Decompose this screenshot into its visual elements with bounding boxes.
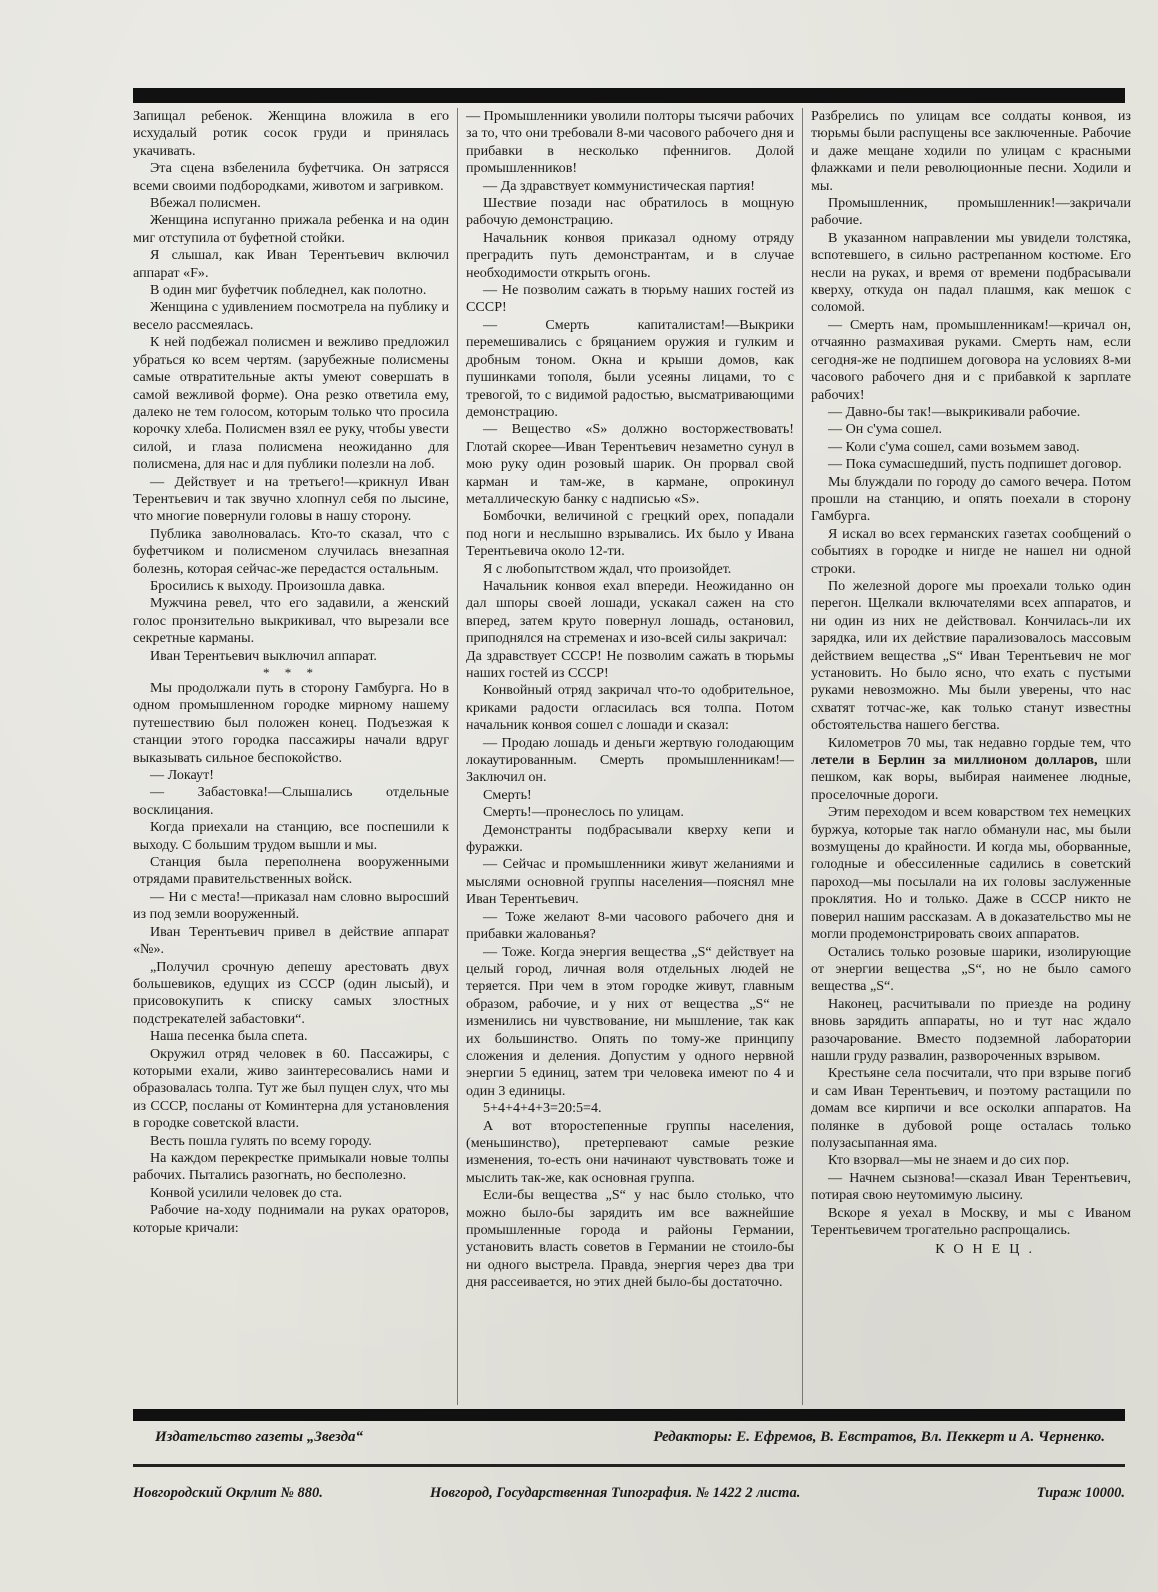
equation: 5+4+4+4+3=20:5=4. xyxy=(483,1100,602,1117)
paragraph: Шествие позади нас обратилось в мощную рабочую демонстрацию. xyxy=(466,195,794,229)
paragraph: Наша песенка была спета. xyxy=(150,1028,308,1045)
paragraph: Этим переходом и всем коварством тех немецких буржуа, которые так нагло обманули нас, мы были возмущены до крайности. И когда мы, оборванные, голодные и обессиленные садились в советский пароход—мы посылали на их головы заслуженные проклятия. Но и только. Даже в СССР никто не поверил нашим рассказам. А в доказательство мы не могли продемонстрировать своих аппаратов. xyxy=(811,804,1131,943)
paragraph: В один миг буфетчик побледнел, как полотно. xyxy=(150,282,427,299)
oblit-number: Новгородский Окрлит № 880. xyxy=(133,1485,323,1501)
section-separator: * * * xyxy=(263,665,319,680)
paragraph: Начальник конвоя ехал впереди. Неожиданно он дал шпоры своей лошади, ускакал сажен на сто вперед, затем круто повернул лошадь, остановил, приподнялся на стременах и изо-всей силы закричал: xyxy=(466,577,794,647)
paragraph: — Забастовка!—Слышались отдельные восклицания. xyxy=(133,784,449,818)
paragraph: — Промышленники уволили полторы тысячи рабочих за то, что они требовали 8-ми часового рабочего дня и прибавки в несколько пфеннигов. Долой промышленников! xyxy=(466,108,794,177)
column-2 xyxy=(466,108,794,1292)
column-1 xyxy=(133,108,449,1237)
paragraph: — Тоже. Когда энергия вещества „S“ действует на целый город, личная воля отдельных людей не теряется. При чем в этом городке живут, главным образом, рабочие, и у них от вещества „S“ не изменились ни чувствование, ни мышление, так как их большинство. Опять по тому-же принципу сложения и деления. Допустим у одного нервной энергии 5 единиц, затем три человека имеют по 4 и один 3 единицы. xyxy=(466,943,794,1099)
paragraph: Разбрелись по улицам все солдаты конвоя, из тюрьмы были распущены все заключенные. Рабочие и даже мещане ходили по улицам с красными флажками и пели революционные песни. Ходили и мы. xyxy=(811,108,1131,194)
paragraph: Начальник конвоя приказал одному отряду преградить путь демонстрантам, и в случае необходимости открыть огонь. xyxy=(466,229,794,281)
paragraph: Крестьяне села посчитали, что при взрыве погиб и сам Иван Терентьевич, и поэтому растащили по домам все кирпичи и все осколки аппаратов. На полянке в дубовой роще осталась только полузасыпанная яма. xyxy=(811,1065,1131,1151)
paragraph: — Он с'ума сошел. xyxy=(828,421,943,438)
paragraph: — Смерть нам, промышленникам!—кричал он, отчаянно размахивая руками. Смерть нам, если сегодня-же не подпишем договора на условиях 8-ми часового рабочего дня и с прибавкой к зарплате рабочих! xyxy=(811,316,1131,403)
printer-info: Новгород, Государственная Типография. № 1422 2 листа. xyxy=(430,1485,801,1501)
paragraph: Иван Терентьевич выключил аппарат. xyxy=(150,647,377,664)
paragraph: Смерть! xyxy=(483,786,532,803)
paragraph: Да здравствует СССР! Не позволим сажать в тюрьмы наших гостей из СССР! xyxy=(466,647,794,681)
publisher: Издательство газеты „Звезда“ xyxy=(155,1429,364,1445)
paragraph: Женщина испуганно прижала ребенка и на один миг отступила от буфетной стойки. xyxy=(133,212,449,246)
paragraph: Женщина с удивлением посмотрела на публику и весело рассмеялась. xyxy=(133,299,449,333)
paragraph: — Не позволим сажать в тюрьму наших гостей из СССР! xyxy=(466,282,794,316)
paragraph: Вбежал полисмен. xyxy=(150,195,261,212)
paragraph: Я искал во всех германских газетах сообщений о событиях в городке и нигде не нашел ни одной строки. xyxy=(811,525,1131,577)
paragraph: — Давно-бы так!—выкрикивали рабочие. xyxy=(828,403,1081,420)
paragraph: — Локаут! xyxy=(150,767,214,784)
bold-text: летели в Берлин за миллионом долларов, xyxy=(811,752,1098,769)
paragraph: Эта сцена взбеленила буфетчика. Он затрясся всеми своими подбородками, животом и загривком. xyxy=(133,160,449,194)
paragraph: Вскоре я уехал в Москву, и мы с Иваном Терентьевичем трогательно распрощались. xyxy=(811,1204,1131,1238)
paragraph: Бомбочки, величиной с грецкий орех, попадали под ноги и неслышно взрывались. Их было у Ивана Терентьевича около 12-ти. xyxy=(466,508,794,560)
paragraph: В указанном направлении мы увидели толстяка, вспотевшего, в сильно растрепанном костюме. Его несли на руках, и время от времени подбрасывали кверху, откуда он падал плашмя, как мешок с соломой. xyxy=(811,229,1131,316)
paragraph: Я слышал, как Иван Терентьевич включил аппарат «F». xyxy=(133,247,449,281)
column-divider xyxy=(802,108,803,1405)
paragraph: Если-бы вещества „S“ у нас было столько, что можно было-бы зарядить им все важнейшие промышленные города и районы Германии, установить власть советов в Германии не стоило-бы ни одного выстрела. Правда, энергия через два три дня рассеивается, но этих дней было-бы достаточно. xyxy=(466,1187,794,1291)
paragraph: Промышленник, промышленник!—закричали рабочие. xyxy=(811,195,1131,229)
paragraph: Я с любопытством ждал, что произойдет. xyxy=(483,560,732,577)
paragraph: — Сейчас и промышленники живут желаниями и мыслями основной группы населения—пояснял мне Иван Терентьевич. xyxy=(466,856,794,908)
paragraph: — Действует и на третьего!—крикнул Иван Терентьевич и так звучно хлопнул себя по лысине, что многие повернули головы в нашу сторону. xyxy=(133,473,449,525)
paragraph: Бросились к выходу. Произошла давка. xyxy=(150,577,386,594)
paragraph: Остались только розовые шарики, изолирующие от энергии вещества „S“, но не было самого вещества „S“. xyxy=(811,943,1131,995)
paragraph: — Пока сумасшедший, пусть подпишет договор. xyxy=(828,456,1122,473)
paragraph: Окружил отряд человек в 60. Пассажиры, с которыми ехали, живо заинтересовались нами и образовалась толпа. Тут же был пущен слух, что мы из СССР, посланы от Коминтерна для установления в городке советской власти. xyxy=(133,1045,449,1132)
editors: Редакторы: Е. Ефремов, В. Евстратов, Вл. Пеккерт и А. Черненко. xyxy=(653,1429,1105,1445)
paragraph: Весть пошла гулять по всему городу. xyxy=(150,1132,372,1149)
paragraph: По железной дороге мы проехали только один перегон. Щелкали включателями всех аппаратов, и ни один из них не действовал. Кончилась-ли их зарядка, или их действие парализовалось массовым действием вещества „S“ Иван Терентьевич не мог установить. Но было ясно, что ехать с пустыми руками невозможно. Мы были уверены, что нас схватят тотчас-же, как только станут известны обстоятельства нашего бегства. xyxy=(811,577,1131,734)
paragraph: — Коли с'ума сошел, сами возьмем завод. xyxy=(828,438,1080,455)
paragraph: — Тоже желают 8-ми часового рабочего дня и прибавки жалованья? xyxy=(466,908,794,943)
paragraph: Публика заволновалась. Кто-то сказал, что с буфетчиком и полисменом случилась внезапная болезнь, которая сейчас-же передастся остальным. xyxy=(133,525,449,577)
paragraph: Смерть!—пронеслось по улицам. xyxy=(483,804,684,821)
column-3 xyxy=(811,108,1131,1259)
paragraph: Кто взорвал—мы не знаем и до сих пор. xyxy=(828,1152,1070,1169)
paragraph-with-bold xyxy=(811,735,1131,805)
paragraph: Конвойный отряд закричал что-то одобрительное, криками радости огласилась вся толпа. Потом начальник конвоя сошел с лошади и сказал: xyxy=(466,682,794,734)
paragraph: — Да здравствует коммунистическая партия! xyxy=(483,177,755,194)
paragraph: Иван Терентьевич привел в действие аппарат «№». xyxy=(133,923,449,958)
paragraph: Когда приехали на станцию, все поспешили к выходу. С большим трудом вышли и мы. xyxy=(133,819,449,853)
footer-rule xyxy=(133,1464,1125,1467)
paragraph: К ней подбежал полисмен и вежливо предложил убраться ко всем чертям. (зарубежные полисмены самые отвратительные акты умеют совершать в самой вежливой форме). Она резко ответила ему, далеко не тем голосом, которым только что просила корочку хлеба. Полисмен взял ее руку, чтобы увести силой, и глаза полисмена неожиданно для полисмена, для нас и для публики полезли на лоб. xyxy=(133,334,449,473)
paragraph: Станция была переполнена вооруженными отрядами правительственных войск. xyxy=(133,854,449,888)
bottom-rule xyxy=(133,1409,1125,1421)
paragraph: Рабочие на-ходу поднимали на руках ораторов, которые кричали: xyxy=(133,1202,449,1236)
paragraph: Мы блуждали по городу до самого вечера. Потом прошли на станцию, и опять поехали в сторону Гамбурга. xyxy=(811,473,1131,525)
paragraph: Наконец, расчитывали по приезде на родину вновь зарядить аппараты, но и тут нас ждало разочарование. Вместо подземной лаборатории нашли груду развалин, развороченных взрывом. xyxy=(811,995,1131,1064)
imprint xyxy=(133,1485,1125,1507)
paragraph: — Вещество «S» должно восторжествовать! Глотай скорее—Иван Терентьевич незаметно сунул в мою руку один розовый шарик. Он прорвал свой карман и там-же, в кармане, опрокинул металлическую банку с надписью «S». xyxy=(466,421,794,507)
column-divider xyxy=(457,108,458,1405)
text: Километров 70 мы, так недавно гордые тем, что xyxy=(828,734,1131,751)
paragraph: Мужчина ревел, что его задавили, а женский голос пронзительно выкрикивал, что вырезали все секретные карманы. xyxy=(133,595,449,647)
paragraph: — Продаю лошадь и деньги жертвую голодающим локаутированным. Смерть промышленникам!—Заключил он. xyxy=(466,734,794,786)
paragraph: — Ни с места!—приказал нам словно выросший из под земли вооруженный. xyxy=(133,888,449,923)
paragraph: Мы продолжали путь в сторону Гамбурга. Но в одном промышленном городке мирному нашему путешествию был положен конец. Подъезжая к станции этого городка пассажиры начали вдруг выказывать сильное беспокойство. xyxy=(133,680,449,766)
circulation: Тираж 10000. xyxy=(1036,1485,1125,1501)
paragraph: — Начнем сызнова!—сказал Иван Терентьевич, потирая свою неутомимую лысину. xyxy=(811,1169,1131,1204)
paragraph: А вот второстепенные группы населения, (меньшинство), претерпевают самые резкие изменения, то-есть они начинают чувствовать тоже и мыслить так-же, как основная группа. xyxy=(466,1117,794,1186)
paragraph: Запищал ребенок. Женщина вложила в его исхудалый ротик сосок груди и принялась укачивать. xyxy=(133,108,449,159)
text: шли пешком, как воры, выбирая наименее людные, проселочные дороги. xyxy=(811,752,1131,803)
paragraph: „Получил срочную депешу арестовать двух большевиков, едущих из СССР (один лысый), и присовокупить к списку самых злостных подстрекателей забастовки“. xyxy=(133,958,449,1027)
the-end-mark: КОНЕЦ. xyxy=(935,1241,1041,1258)
paragraph: — Смерть капиталистам!—Выкрики перемешивались с бряцанием оружия и гулким и дробным тоном. Окна и крыши домов, как пушинками тополя, были усеяны лицами, то с тревогой, то с видимой радостью, высматривающими демонстрацию. xyxy=(466,316,794,420)
paragraph: Демонстранты подбрасывали кверху кепи и фуражки. xyxy=(466,821,794,856)
top-rule xyxy=(133,88,1125,103)
paragraph: Конвой усилили человек до ста. xyxy=(150,1184,343,1201)
paragraph: На каждом перекрестке примыкали новые толпы рабочих. Пытались разогнать, но бесполезно. xyxy=(133,1149,449,1184)
footer xyxy=(155,1429,1105,1453)
